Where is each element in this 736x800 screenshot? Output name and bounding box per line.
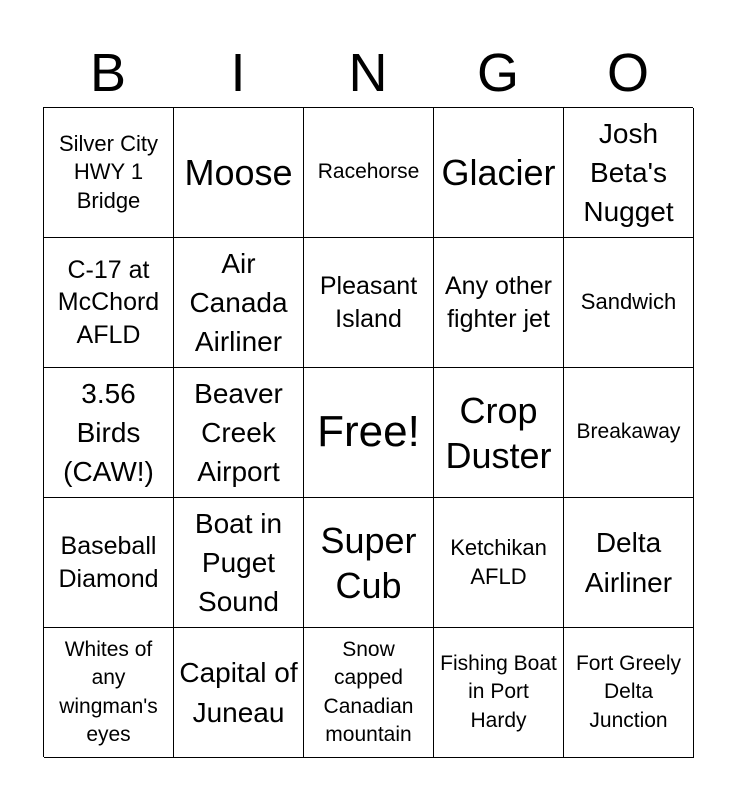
bingo-cell[interactable] [434, 238, 564, 368]
cell-label: Whites of any wingman's eyes [59, 637, 158, 746]
bingo-cell[interactable] [434, 368, 564, 498]
bingo-cell[interactable] [44, 368, 174, 498]
bingo-cell[interactable] [434, 108, 564, 238]
cell-label: Super Cub [320, 519, 417, 606]
bingo-cell free-space[interactable] [304, 368, 434, 498]
cell-label: Capital of Juneau [179, 657, 298, 728]
header-letter-o: O [606, 43, 649, 103]
cell-label: Fort Greely Delta Junction [575, 651, 682, 732]
bingo-cell[interactable] [434, 498, 564, 628]
header-letter-n: N [348, 43, 388, 103]
bingo-cell[interactable] [304, 628, 434, 758]
cell-label: Moose [184, 152, 293, 193]
cell-label: Sandwich [580, 289, 677, 315]
cell-label: Crop Duster [445, 389, 552, 476]
cell-label: Ketchikan AFLD [450, 534, 547, 589]
bingo-cell[interactable] [44, 628, 174, 758]
cell-label: Delta Airliner [584, 527, 673, 598]
cell-label: Racehorse [317, 160, 420, 184]
cell-label: Glacier [441, 152, 556, 193]
bingo-cell[interactable] [44, 498, 174, 628]
bingo-cell[interactable] [564, 368, 694, 498]
cell-label: Fishing Boat in Port Hardy [440, 651, 557, 732]
bingo-cell[interactable] [174, 368, 304, 498]
cell-label: 3.56 Birds (CAW!) [63, 377, 154, 488]
bingo-cell[interactable] [44, 108, 174, 238]
cell-label: Snow capped Canadian mountain [323, 637, 414, 746]
bingo-cell[interactable] [434, 628, 564, 758]
header-letter-g: G [476, 43, 519, 103]
bingo-header [43, 40, 693, 106]
bingo-cell[interactable] [174, 498, 304, 628]
bingo-cell[interactable] [564, 498, 694, 628]
bingo-cell[interactable] [174, 238, 304, 368]
cell-label: Baseball Diamond [58, 532, 159, 593]
bingo-cell[interactable] [564, 108, 694, 238]
header-letter-b: B [89, 43, 127, 103]
cell-label: Pleasant Island [319, 272, 418, 333]
header-letter-i: I [230, 43, 246, 103]
cell-label: Free! [317, 407, 420, 457]
bingo-cell[interactable] [44, 238, 174, 368]
bingo-cell[interactable] [564, 628, 694, 758]
bingo-cell[interactable] [304, 108, 434, 238]
bingo-cell[interactable] [304, 238, 434, 368]
bingo-cell[interactable] [174, 108, 304, 238]
cell-label: Air Canada Airliner [189, 247, 288, 358]
bingo-cell[interactable] [174, 628, 304, 758]
cell-label: Any other fighter jet [444, 272, 552, 333]
bingo-cell[interactable] [304, 498, 434, 628]
cell-label: Silver City HWY 1 Bridge [58, 130, 158, 213]
bingo-cell[interactable] [564, 238, 694, 368]
cell-label: C-17 at McChord AFLD [57, 255, 160, 349]
cell-label: Boat in Puget Sound [194, 507, 283, 618]
bingo-grid [43, 107, 693, 757]
cell-label: Breakaway [576, 420, 681, 444]
cell-label: Beaver Creek Airport [194, 377, 283, 488]
cell-label: Josh Beta's Nugget [583, 117, 674, 228]
